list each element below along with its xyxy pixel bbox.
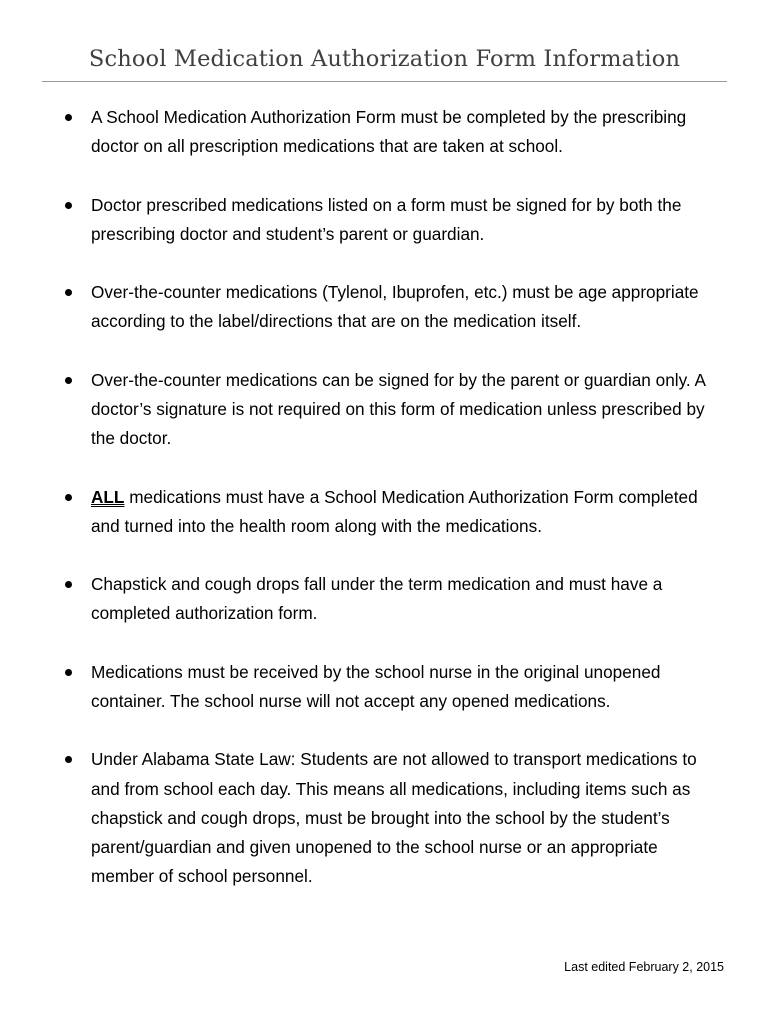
list-item [62,278,722,336]
list-item-text: Over-the-counter medications can be signed for by the parent or guardian only. A doctor’s signature is not required on this form of medication unless prescribed by the doctor. [91,369,706,449]
list-item [62,366,722,454]
bullet-icon [65,202,72,209]
list-item-text: Chapstick and cough drops fall under the term medication and must have a completed authorization form. [91,574,663,624]
list-item [62,570,722,628]
list-item-text: A School Medication Authorization Form must be completed by the prescribing doctor on all prescription medications that are taken at school. [91,107,687,157]
bullet-icon [65,114,72,121]
list-item-text: Over-the-counter medications (Tylenol, Ibuprofen, etc.) must be age appropriate according to the label/directions that are on the medication itself. [91,282,699,332]
info-bullet-list [62,103,722,921]
list-item-text: Medications must be received by the school nurse in the original unopened container. The school nurse will not accept any opened medications. [91,661,661,711]
list-item-text: Under Alabama State Law: Students are not allowed to transport medications to and from school each day. This means all medications, including items such as chapstick and cough drops, must be brought into the school by the student’s parent/guardian and given unopened to the school nurse or an appropriate member of school personnel. [91,749,697,887]
list-item-text: medications must have a School Medication Authorization Form completed and turned into the health room along with the medications. [91,486,698,536]
bullet-icon [65,581,72,588]
bullet-icon [65,289,72,296]
bullet-icon [65,756,72,763]
list-item-text: Doctor prescribed medications listed on a form must be signed for by both the prescribing doctor and student’s parent or guardian. [91,194,682,244]
bullet-icon [65,494,72,501]
title-divider [42,81,727,82]
page-title: School Medication Authorization Form Information [88,46,681,72]
list-item [62,658,722,716]
emphasis-text: ALL [91,486,125,507]
list-item [62,483,722,541]
bullet-icon [65,377,72,384]
bullet-icon [65,669,72,676]
list-item [62,103,722,161]
list-item [62,191,722,249]
last-edited-note: Last edited February 2, 2015 [564,960,724,974]
list-item [62,745,722,891]
